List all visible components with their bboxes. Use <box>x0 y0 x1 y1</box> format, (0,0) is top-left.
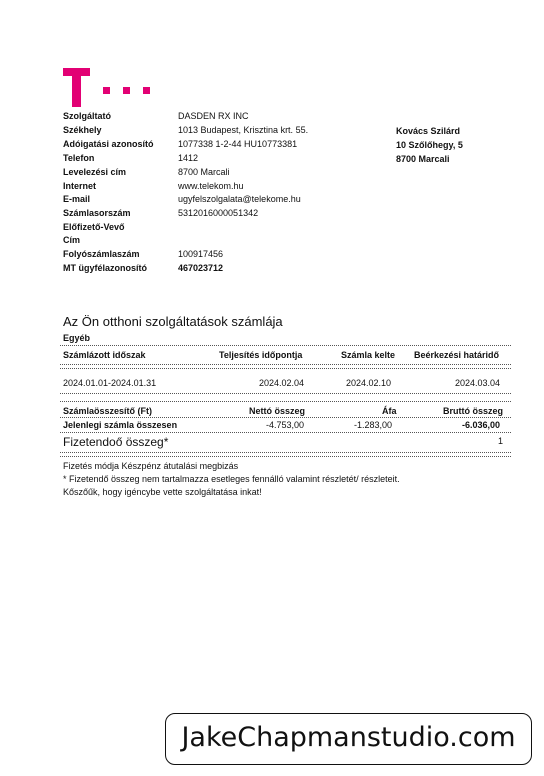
note-line: * Fizetendő összeg nem tartalmazza esetleges fennálló valamint részletét/ részleteit. <box>63 474 400 484</box>
period-value: 2024.02.10 <box>346 378 392 388</box>
period-value: 2024.02.04 <box>259 378 305 388</box>
info-value: DASDEN RX INC <box>178 111 249 121</box>
divider <box>60 364 511 365</box>
addressee-name: Kovács Szilárd <box>396 126 461 136</box>
divider <box>60 456 511 457</box>
info-value: ugyfelszolgalata@telekome.hu <box>178 194 301 204</box>
info-value: 1412 <box>178 153 199 163</box>
info-value: 5312016000051342 <box>178 208 259 218</box>
summary-header: Számlaösszesítő (Ft) <box>63 406 153 416</box>
divider <box>60 417 511 418</box>
info-value: 8700 Marcali <box>178 167 230 177</box>
info-label: Adóigatási azonosító <box>63 139 154 149</box>
divider <box>60 452 511 453</box>
payable-label: Fizetendoő összeg* <box>63 435 169 449</box>
info-label: E-mail <box>63 194 91 204</box>
divider <box>60 345 511 346</box>
addressee-block <box>396 124 463 166</box>
summary-label: Jelenlegi számla összesen <box>63 420 178 430</box>
page-number: 1 <box>498 436 504 446</box>
note-line: Kőszőűk, hogy igéncybe vette szolgáltatása inkat! <box>63 487 262 497</box>
invoice-subtitle: Egyéb <box>63 333 91 343</box>
info-label: Székhely <box>63 125 102 135</box>
info-row <box>63 262 363 275</box>
info-label: MT ügyfélazonosító <box>63 263 147 273</box>
info-row <box>63 124 363 137</box>
invoice-title: Az Ön otthoni szolgáltatások számlája <box>63 314 283 329</box>
period-value: 2024.01.01-2024.01.31 <box>63 378 157 388</box>
info-row <box>63 234 363 247</box>
divider <box>60 368 511 369</box>
summary-header: Nettó összeg <box>249 406 306 416</box>
period-header: Beérkezési határidő <box>414 350 500 360</box>
info-row <box>63 221 363 234</box>
summary-header: Áfa <box>382 406 397 416</box>
period-header: Számlázott időszak <box>63 350 146 360</box>
info-label: Internet <box>63 181 97 191</box>
period-header: Számla kelte <box>341 350 396 360</box>
info-row <box>63 193 363 206</box>
summary-value: -6.036,00 <box>462 420 501 430</box>
info-row <box>63 166 363 179</box>
info-label: Előfizető-Vevő <box>63 222 125 232</box>
info-label: Számlasorszám <box>63 208 131 218</box>
info-row <box>63 138 363 151</box>
logo-dot <box>123 87 130 94</box>
summary-value: -4.753,00 <box>266 420 305 430</box>
info-value: 467023712 <box>178 263 224 273</box>
telekom-logo <box>63 68 153 110</box>
info-label: Folyószámlaszám <box>63 249 140 259</box>
logo-dot <box>103 87 110 94</box>
info-label: Szolgáltató <box>63 111 112 121</box>
info-label: Levelezési cím <box>63 167 127 177</box>
info-label: Cím <box>63 235 81 245</box>
info-row <box>63 152 363 165</box>
addressee-city: 8700 Marcali <box>396 154 450 164</box>
notes-block <box>63 460 400 499</box>
info-value: www.telekom.hu <box>178 181 244 191</box>
info-row <box>63 207 363 220</box>
summary-header: Bruttó összeg <box>443 406 504 416</box>
summary-value: -1.283,00 <box>354 420 393 430</box>
period-header: Teljesítés időpontja <box>219 350 303 360</box>
info-value: 1013 Budapest, Krisztina krt. 55. <box>178 125 309 135</box>
divider <box>60 393 511 394</box>
watermark-box: JakeChapmanstudio.com <box>165 713 532 765</box>
note-line: Fizetés módja Készpénz átutalási megbizás <box>63 461 239 471</box>
divider <box>60 401 511 402</box>
addressee-street: 10 Szőlőhegy, 5 <box>396 140 463 150</box>
period-value: 2024.03.04 <box>455 378 501 388</box>
logo-t-stem <box>72 68 81 107</box>
divider <box>60 432 511 433</box>
info-row <box>63 248 363 261</box>
logo-dot <box>143 87 150 94</box>
info-value: 1077338 1-2-44 HU10773381 <box>178 139 298 149</box>
info-row <box>63 110 363 123</box>
info-label: Telefon <box>63 153 95 163</box>
info-row <box>63 180 363 193</box>
info-value: 100917456 <box>178 249 224 259</box>
